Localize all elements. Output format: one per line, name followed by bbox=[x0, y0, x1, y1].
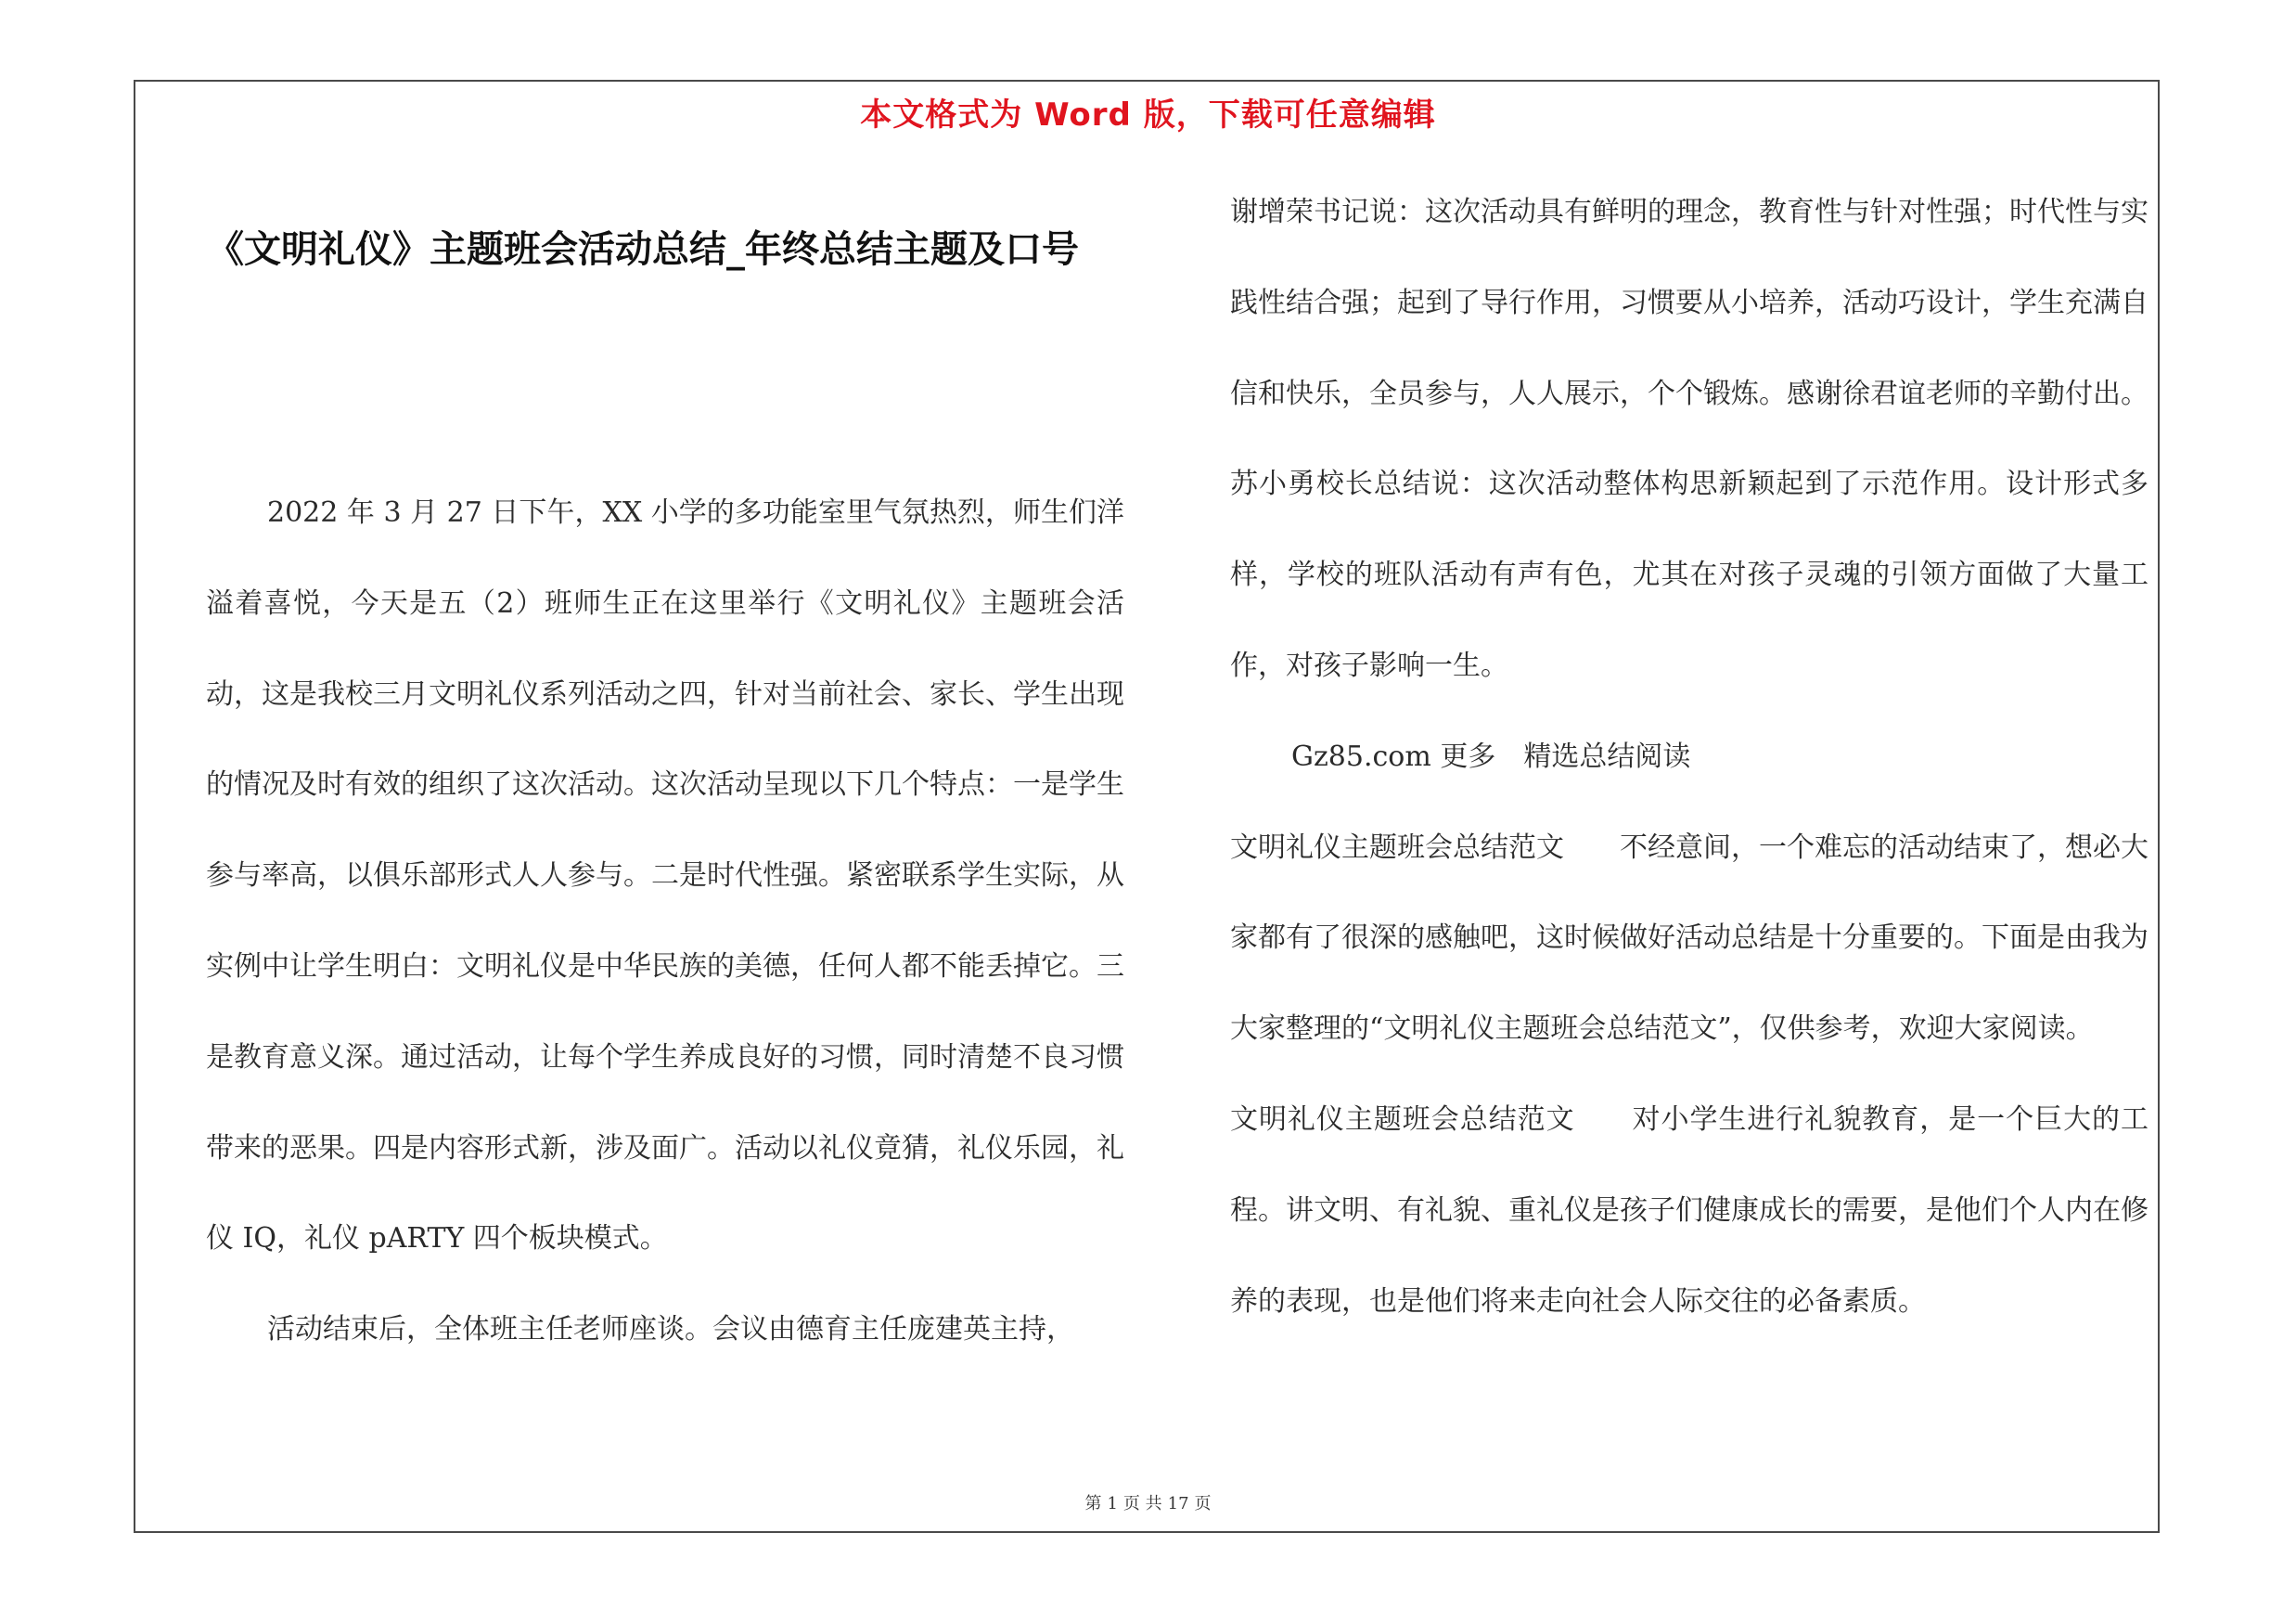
total-page-count: 17 bbox=[1167, 1494, 1189, 1514]
page-number-footer bbox=[0, 1490, 2296, 1514]
body-paragraph: 活动结束后，全体班主任老师座谈。会议由德育主任庞建英主持， bbox=[267, 1313, 1074, 1346]
footer-middle: 页 共 bbox=[1122, 1494, 1162, 1514]
edit-notice-banner: 本文格式为 Word 版，下载可任意编辑 bbox=[860, 97, 1436, 134]
footer-prefix: 第 bbox=[1084, 1494, 1102, 1514]
document-title: 《文明礼仪》主题班会活动总结_年终总结主题及口号 bbox=[207, 228, 1079, 271]
current-page-number: 1 bbox=[1107, 1494, 1118, 1514]
left-column bbox=[206, 468, 1124, 1375]
right-column bbox=[1230, 167, 2148, 1346]
footer-suffix: 页 bbox=[1194, 1494, 1212, 1514]
body-paragraph: 谢增荣书记说：这次活动具有鲜明的理念，教育性与针对性强；时代性与实践性结合强；起到了导行作用，习惯要从小培养，活动巧设计，学生充满自信和快乐，全员参与，人人展示，个个锻炼。感谢徐君谊老师的辛勤付出。苏小勇校长总结说：这次活动整体构思新颖起到了示范作用。设计形式多样，学校的班队活动有声有色，尤其在对孩子灵魂的引领方面做了大量工作，对孩子影响一生。 bbox=[1230, 196, 2148, 682]
body-paragraph: 2022 年 3 月 27 日下午，XX 小学的多功能室里气氛热烈，师生们洋溢着喜悦，今天是五（2）班师生正在这里举行《文明礼仪》主题班会活动，这是我校三月文明礼仪系列活动之四，针对当前社会、家长、学生出现的情况及时有效的组织了这次活动。这次活动呈现以下几个特点：一是学生参与率高，以俱乐部形式人人参与。二是时代性强。紧密联系学生实际，从实例中让学生明白：文明礼仪是中华民族的美德，任何人都不能丢掉它。三是教育意义深。通过活动，让每个学生养成良好的习惯，同时清楚不良习惯带来的恶果。四是内容形式新，涉及面广。活动以礼仪竟猜，礼仪乐园，礼仪 IQ，礼仪 pARTY 四个板块模式。 bbox=[206, 496, 1124, 1256]
body-paragraph: 文明礼仪主题班会总结范文 对小学生进行礼貌教育，是一个巨大的工程。讲文明、有礼貌、重礼仪是孩子们健康成长的需要，是他们个人内在修养的表现，也是他们将来走向社会人际交往的必备素质。 bbox=[1230, 1102, 2148, 1318]
more-reading-link[interactable]: Gz85.com 更多 精选总结阅读 bbox=[1291, 740, 1691, 773]
body-paragraph: 文明礼仪主题班会总结范文 不经意间，一个难忘的活动结束了，想必大家都有了很深的感触吧，这时候做好活动总结是十分重要的。下面是由我为大家整理的“文明礼仪主题班会总结范文”，仅供参考，欢迎大家阅读。 bbox=[1230, 831, 2148, 1046]
